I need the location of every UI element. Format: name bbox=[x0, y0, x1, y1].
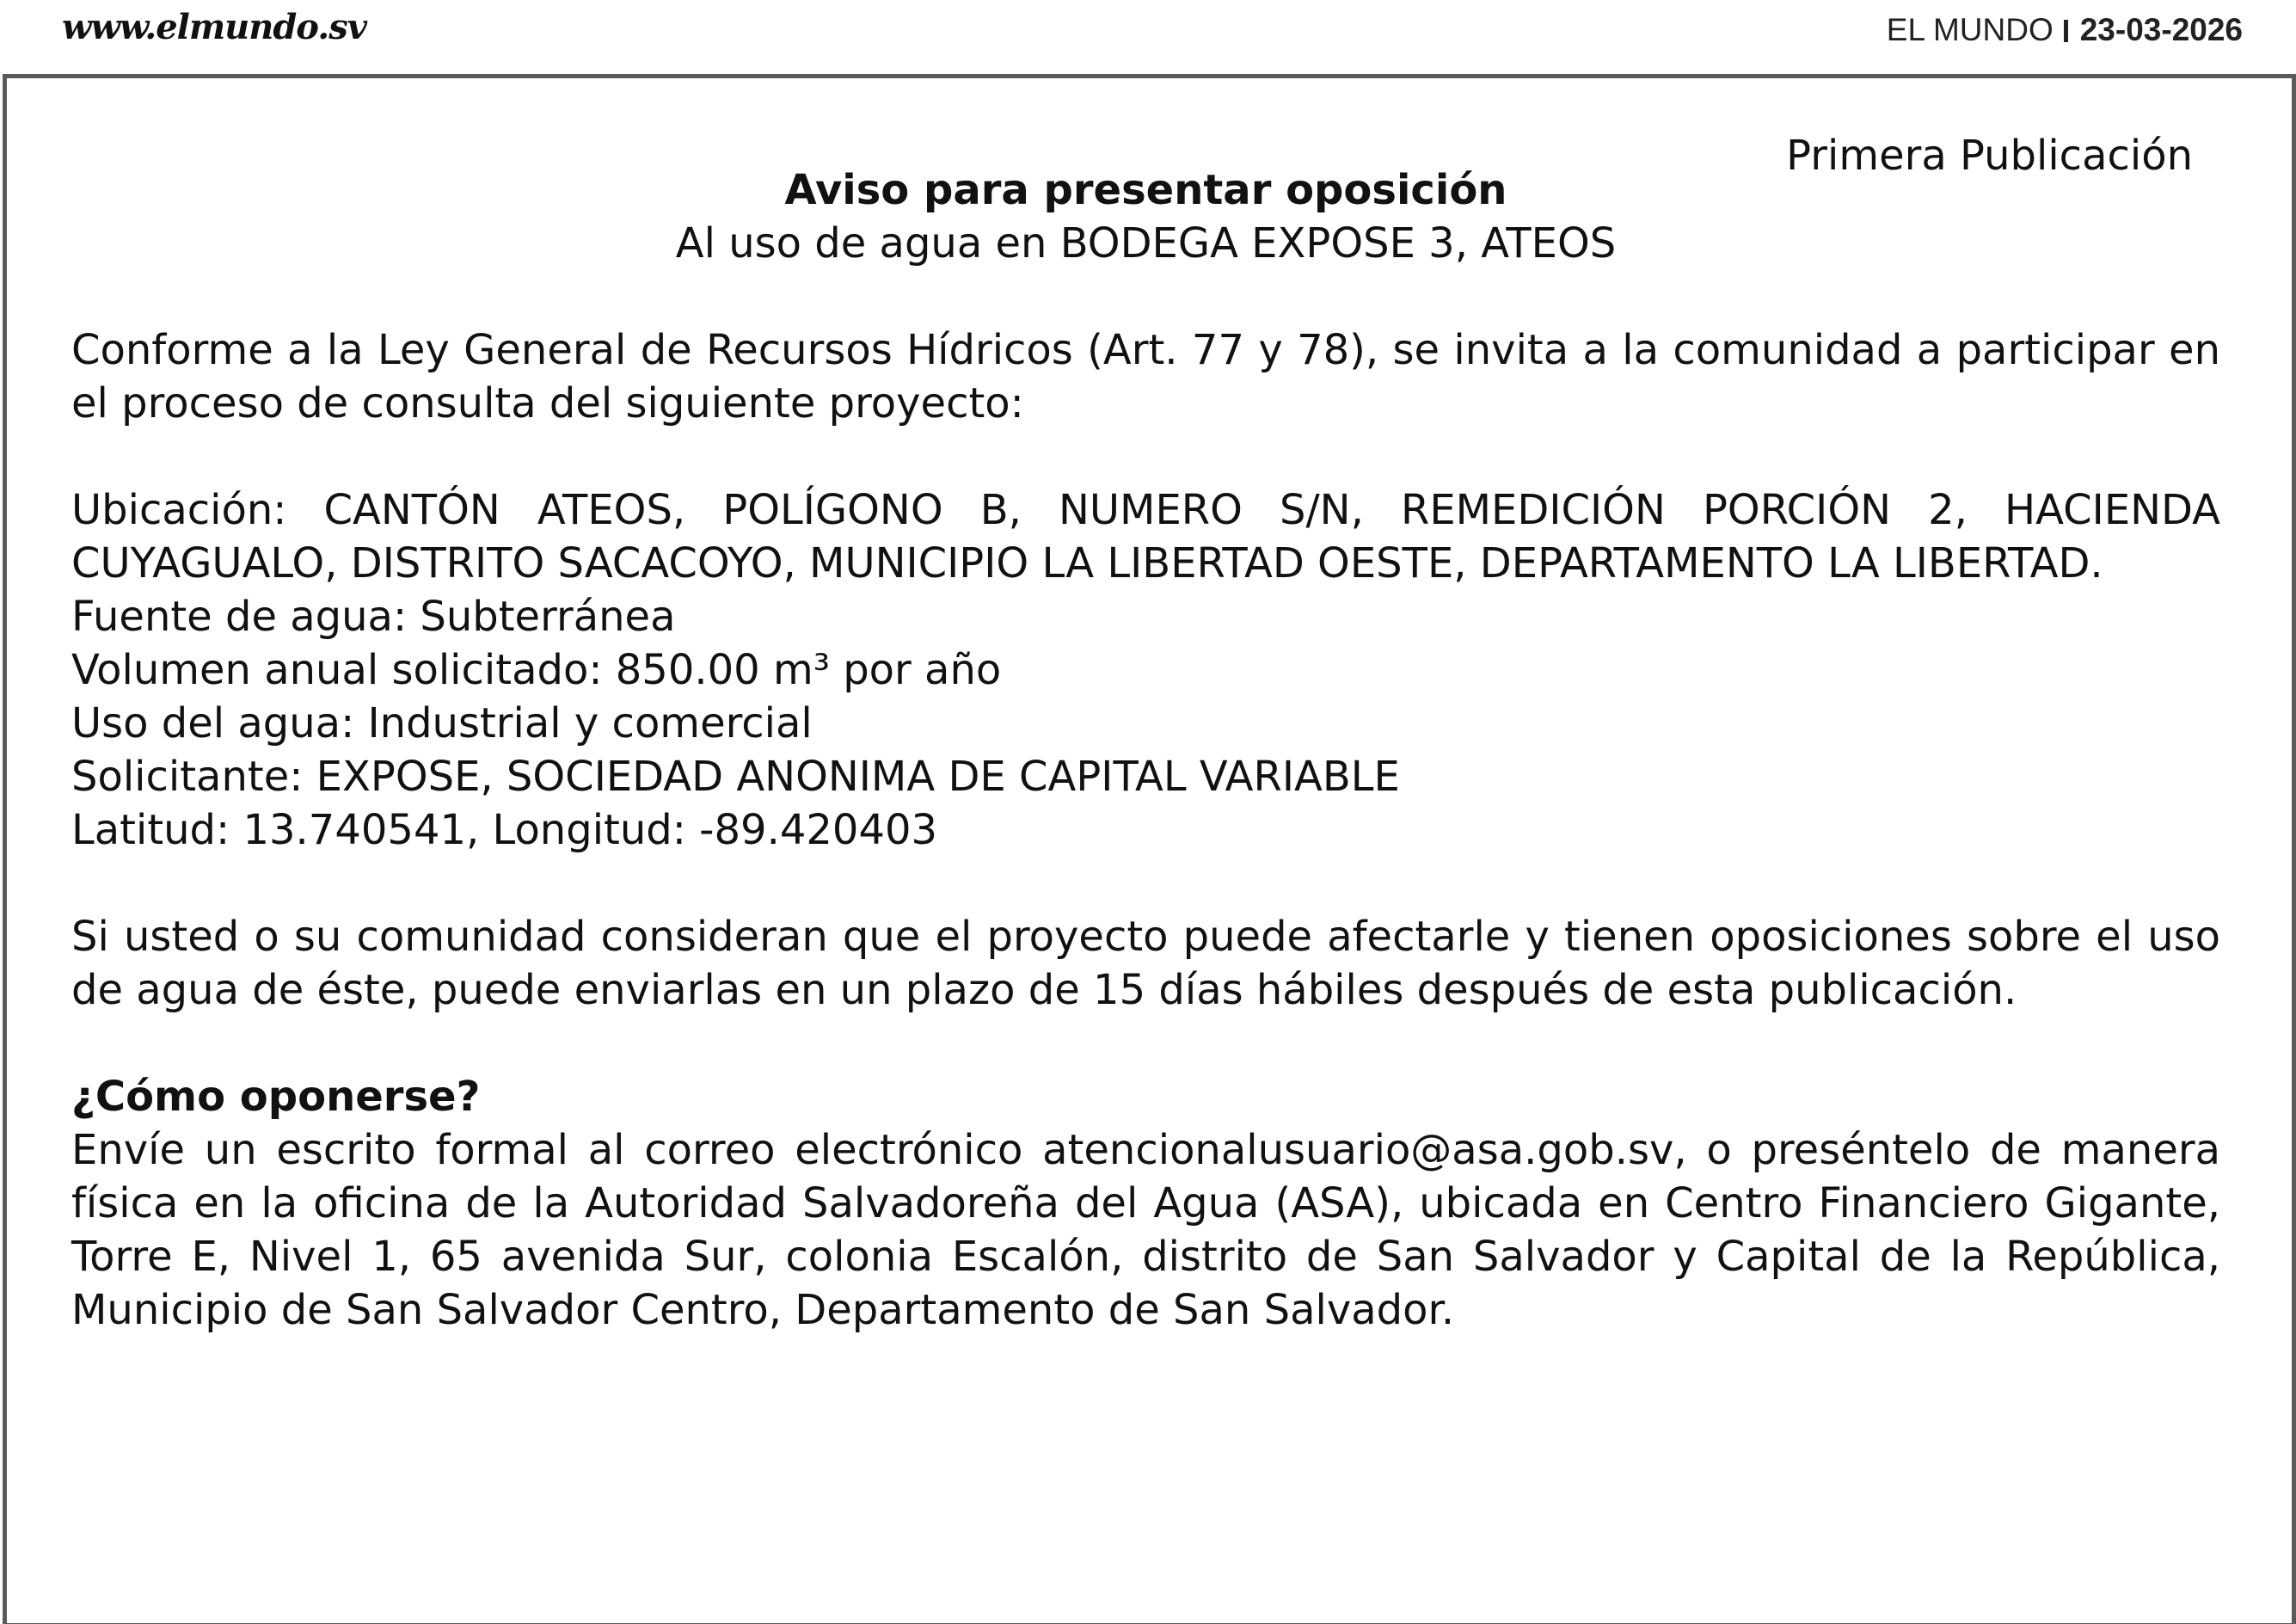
how-to-oppose-paragraph: Envíe un escrito formal al correo electrónico atencionalusuario@asa.gob.sv, o preséntelo de manera física en la oficina de la Autoridad Salvadoreña del Agua (ASA), ubicada en Centro Financiero Gigante, Torre E, Nivel 1, 65 avenida Sur, colonia Escalón, distrito de San Salvador y Capital de la República, Municipio de San Salvador Centro, Departamento de San Salvador. bbox=[71, 1126, 2220, 1334]
coordinates: Latitud: 13.740541, Longitud: -89.420403 bbox=[71, 806, 938, 854]
water-source: Fuente de agua: Subterránea bbox=[71, 593, 676, 641]
how-to-oppose-heading: ¿Cómo oponerse? bbox=[71, 1073, 481, 1121]
separator-bar bbox=[2064, 20, 2068, 42]
notice-subtitle: Al uso de agua en BODEGA EXPOSE 3, ATEOS bbox=[675, 219, 1617, 268]
applicant: Solicitante: EXPOSE, SOCIEDAD ANONIMA DE CAPITAL VARIABLE bbox=[71, 753, 1400, 801]
notice-content bbox=[71, 163, 2220, 1337]
spacer bbox=[71, 430, 2220, 483]
opposition-paragraph: Si usted o su comunidad consideran que el proyecto puede afectarle y tienen oposiciones sobre el uso de agua de éste, puede enviarlas en un plazo de 15 días hábiles después de esta publicación. bbox=[71, 913, 2220, 1014]
publication-date: 23-03-2026 bbox=[2079, 12, 2243, 47]
water-use: Uso del agua: Industrial y comercial bbox=[71, 699, 813, 747]
notice-title: Aviso para presentar oposición bbox=[784, 166, 1507, 214]
intro-paragraph: Conforme a la Ley General de Recursos Hídricos (Art. 77 y 78), se invita a la comunidad a participar en el proceso de consulta del siguiente proyecto: bbox=[71, 326, 2220, 428]
publication-info bbox=[1887, 12, 2243, 48]
spacer bbox=[71, 270, 2220, 323]
spacer bbox=[71, 1017, 2220, 1070]
newspaper-name: EL MUNDO bbox=[1886, 12, 2054, 47]
annual-volume: Volumen anual solicitado: 850.00 m³ por año bbox=[71, 646, 1002, 694]
edition-label: Primera Publicación bbox=[1786, 132, 2193, 180]
site-url: www.elmundo.sv bbox=[62, 7, 366, 47]
location-paragraph: Ubicación: CANTÓN ATEOS, POLÍGONO B, NUMERO S/N, REMEDICIÓN PORCIÓN 2, HACIENDA CUYAGUALO, DISTRITO SACACOYO, MUNICIPIO LA LIBERTAD OESTE, DEPARTAMENTO LA LIBERTAD. bbox=[71, 486, 2220, 587]
masthead bbox=[0, 0, 2296, 72]
spacer bbox=[71, 857, 2220, 910]
